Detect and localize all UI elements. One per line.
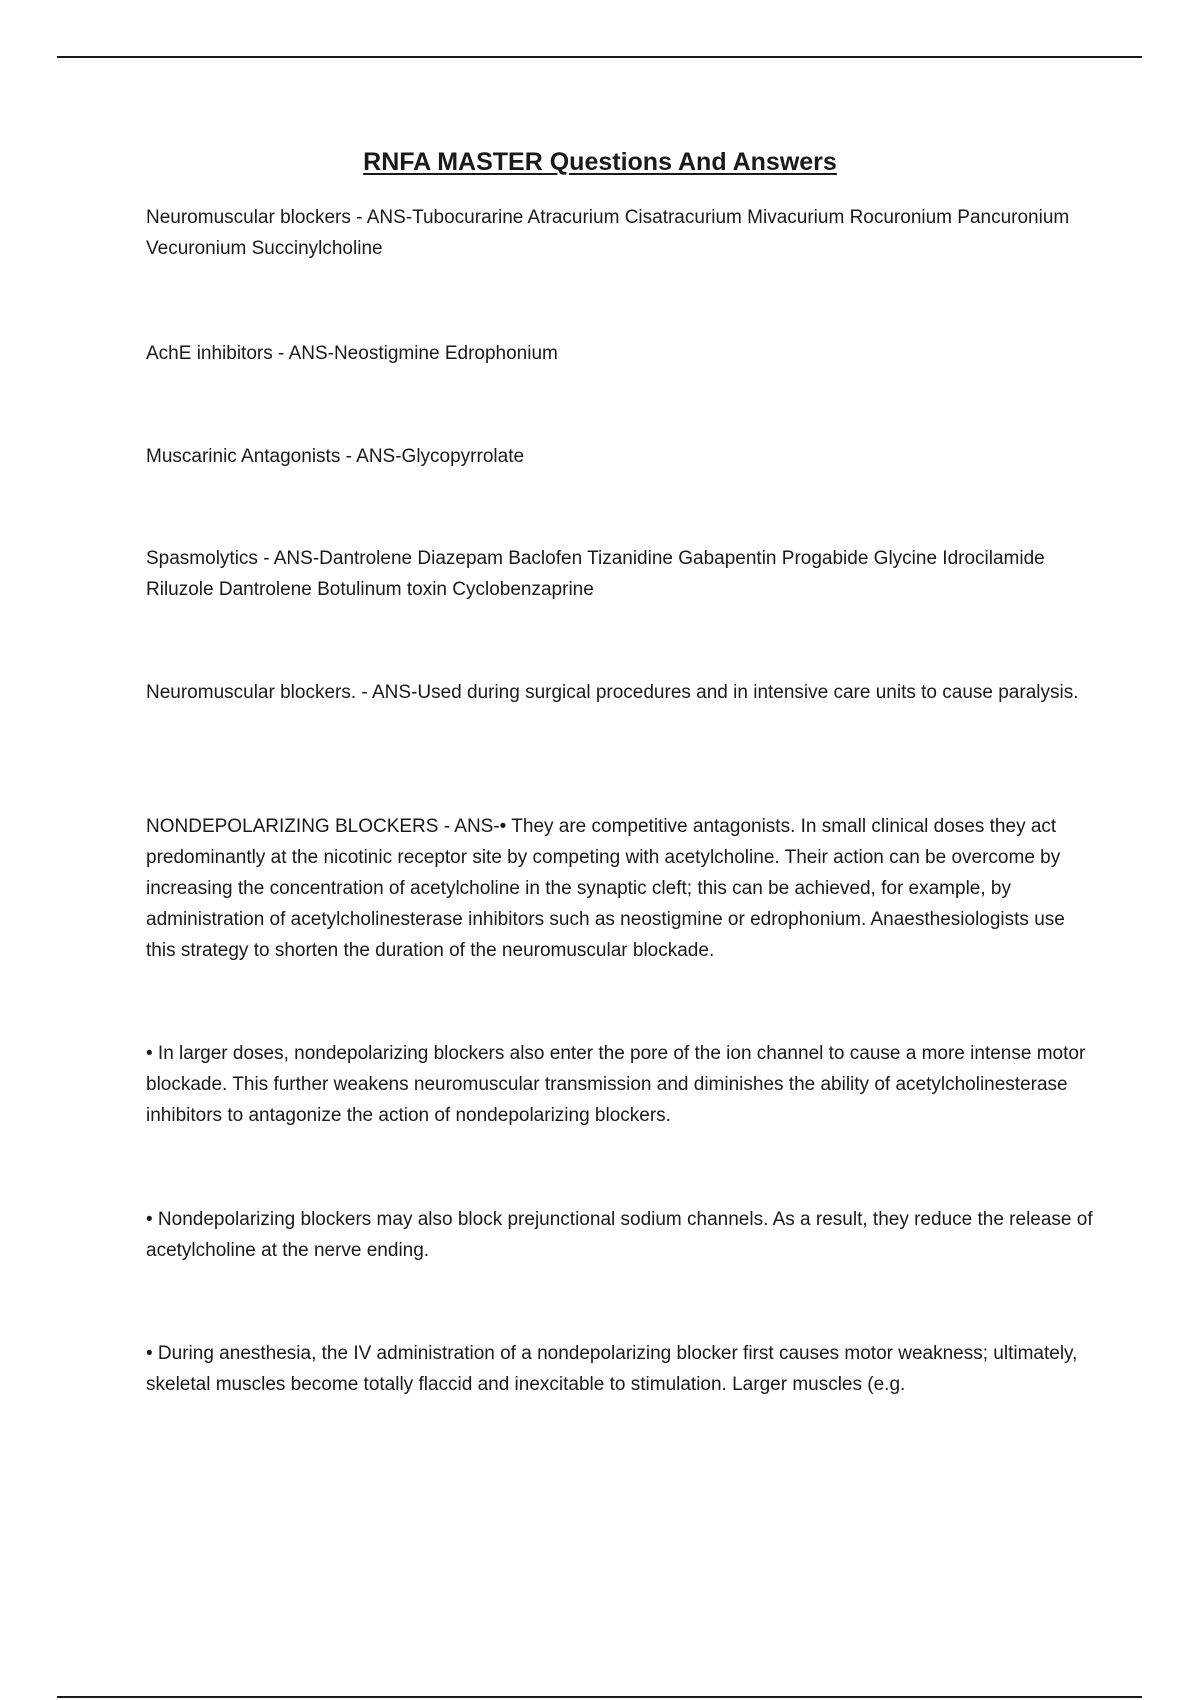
entry-neuromuscular-blockers-use: Neuromuscular blockers. - ANS-Used during surgical procedures and in intensive care units to cause paralysis. (146, 682, 1079, 703)
entry-larger-doses: • In larger doses, nondepolarizing blockers also enter the pore of the ion channel to cause a more intense motor blockade. This further weakens neuromuscular transmission and diminishes the ability of acetylcholinesterase inhibitors to antagonize the action of nondepolarizing blockers. (146, 1043, 1086, 1126)
entry-neuromuscular-blockers-list: Neuromuscular blockers - ANS-Tubocurarine Atracurium Cisatracurium Mivacurium Rocuronium Pancuronium Vecuronium Succinylcholine (146, 207, 1070, 259)
entry-spasmolytics: Spasmolytics - ANS-Dantrolene Diazepam Baclofen Tizanidine Gabapentin Progabide Glycine Idrocilamide Riluzole Dantrolene Botulinum toxin Cyclobenzaprine (146, 548, 1045, 600)
document-title: RNFA MASTER Questions And Answers (363, 148, 837, 176)
entry-during-anesthesia: • During anesthesia, the IV administration of a nondepolarizing blocker first causes motor weakness; ultimately, skeletal muscles become totally flaccid and inexcitable to stimulation. Larger muscles (e.g. (146, 1343, 1078, 1395)
header-rule (57, 56, 1142, 58)
entry-muscarinic-antagonists: Muscarinic Antagonists - ANS-Glycopyrrolate (146, 446, 525, 467)
entry-nondepolarizing-blockers: NONDEPOLARIZING BLOCKERS - ANS-• They are competitive antagonists. In small clinical doses they act predominantly at the nicotinic receptor site by competing with acetylcholine. Their action can be overcome by increasing the concentration of acetylcholine in the synaptic cleft; this can be achieved, for example, by administration of acetylcholinesterase inhibitors such as neostigmine or edrophonium. Anaesthesiologists use this strategy to shorten the duration of the neuromuscular blockade. (146, 816, 1065, 961)
entry-ache-inhibitors: AchE inhibitors - ANS-Neostigmine Edrophonium (146, 343, 558, 364)
footer-rule (57, 1696, 1142, 1698)
entry-prejunctional-sodium: • Nondepolarizing blockers may also block prejunctional sodium channels. As a result, they reduce the release of acetylcholine at the nerve ending. (146, 1209, 1093, 1261)
